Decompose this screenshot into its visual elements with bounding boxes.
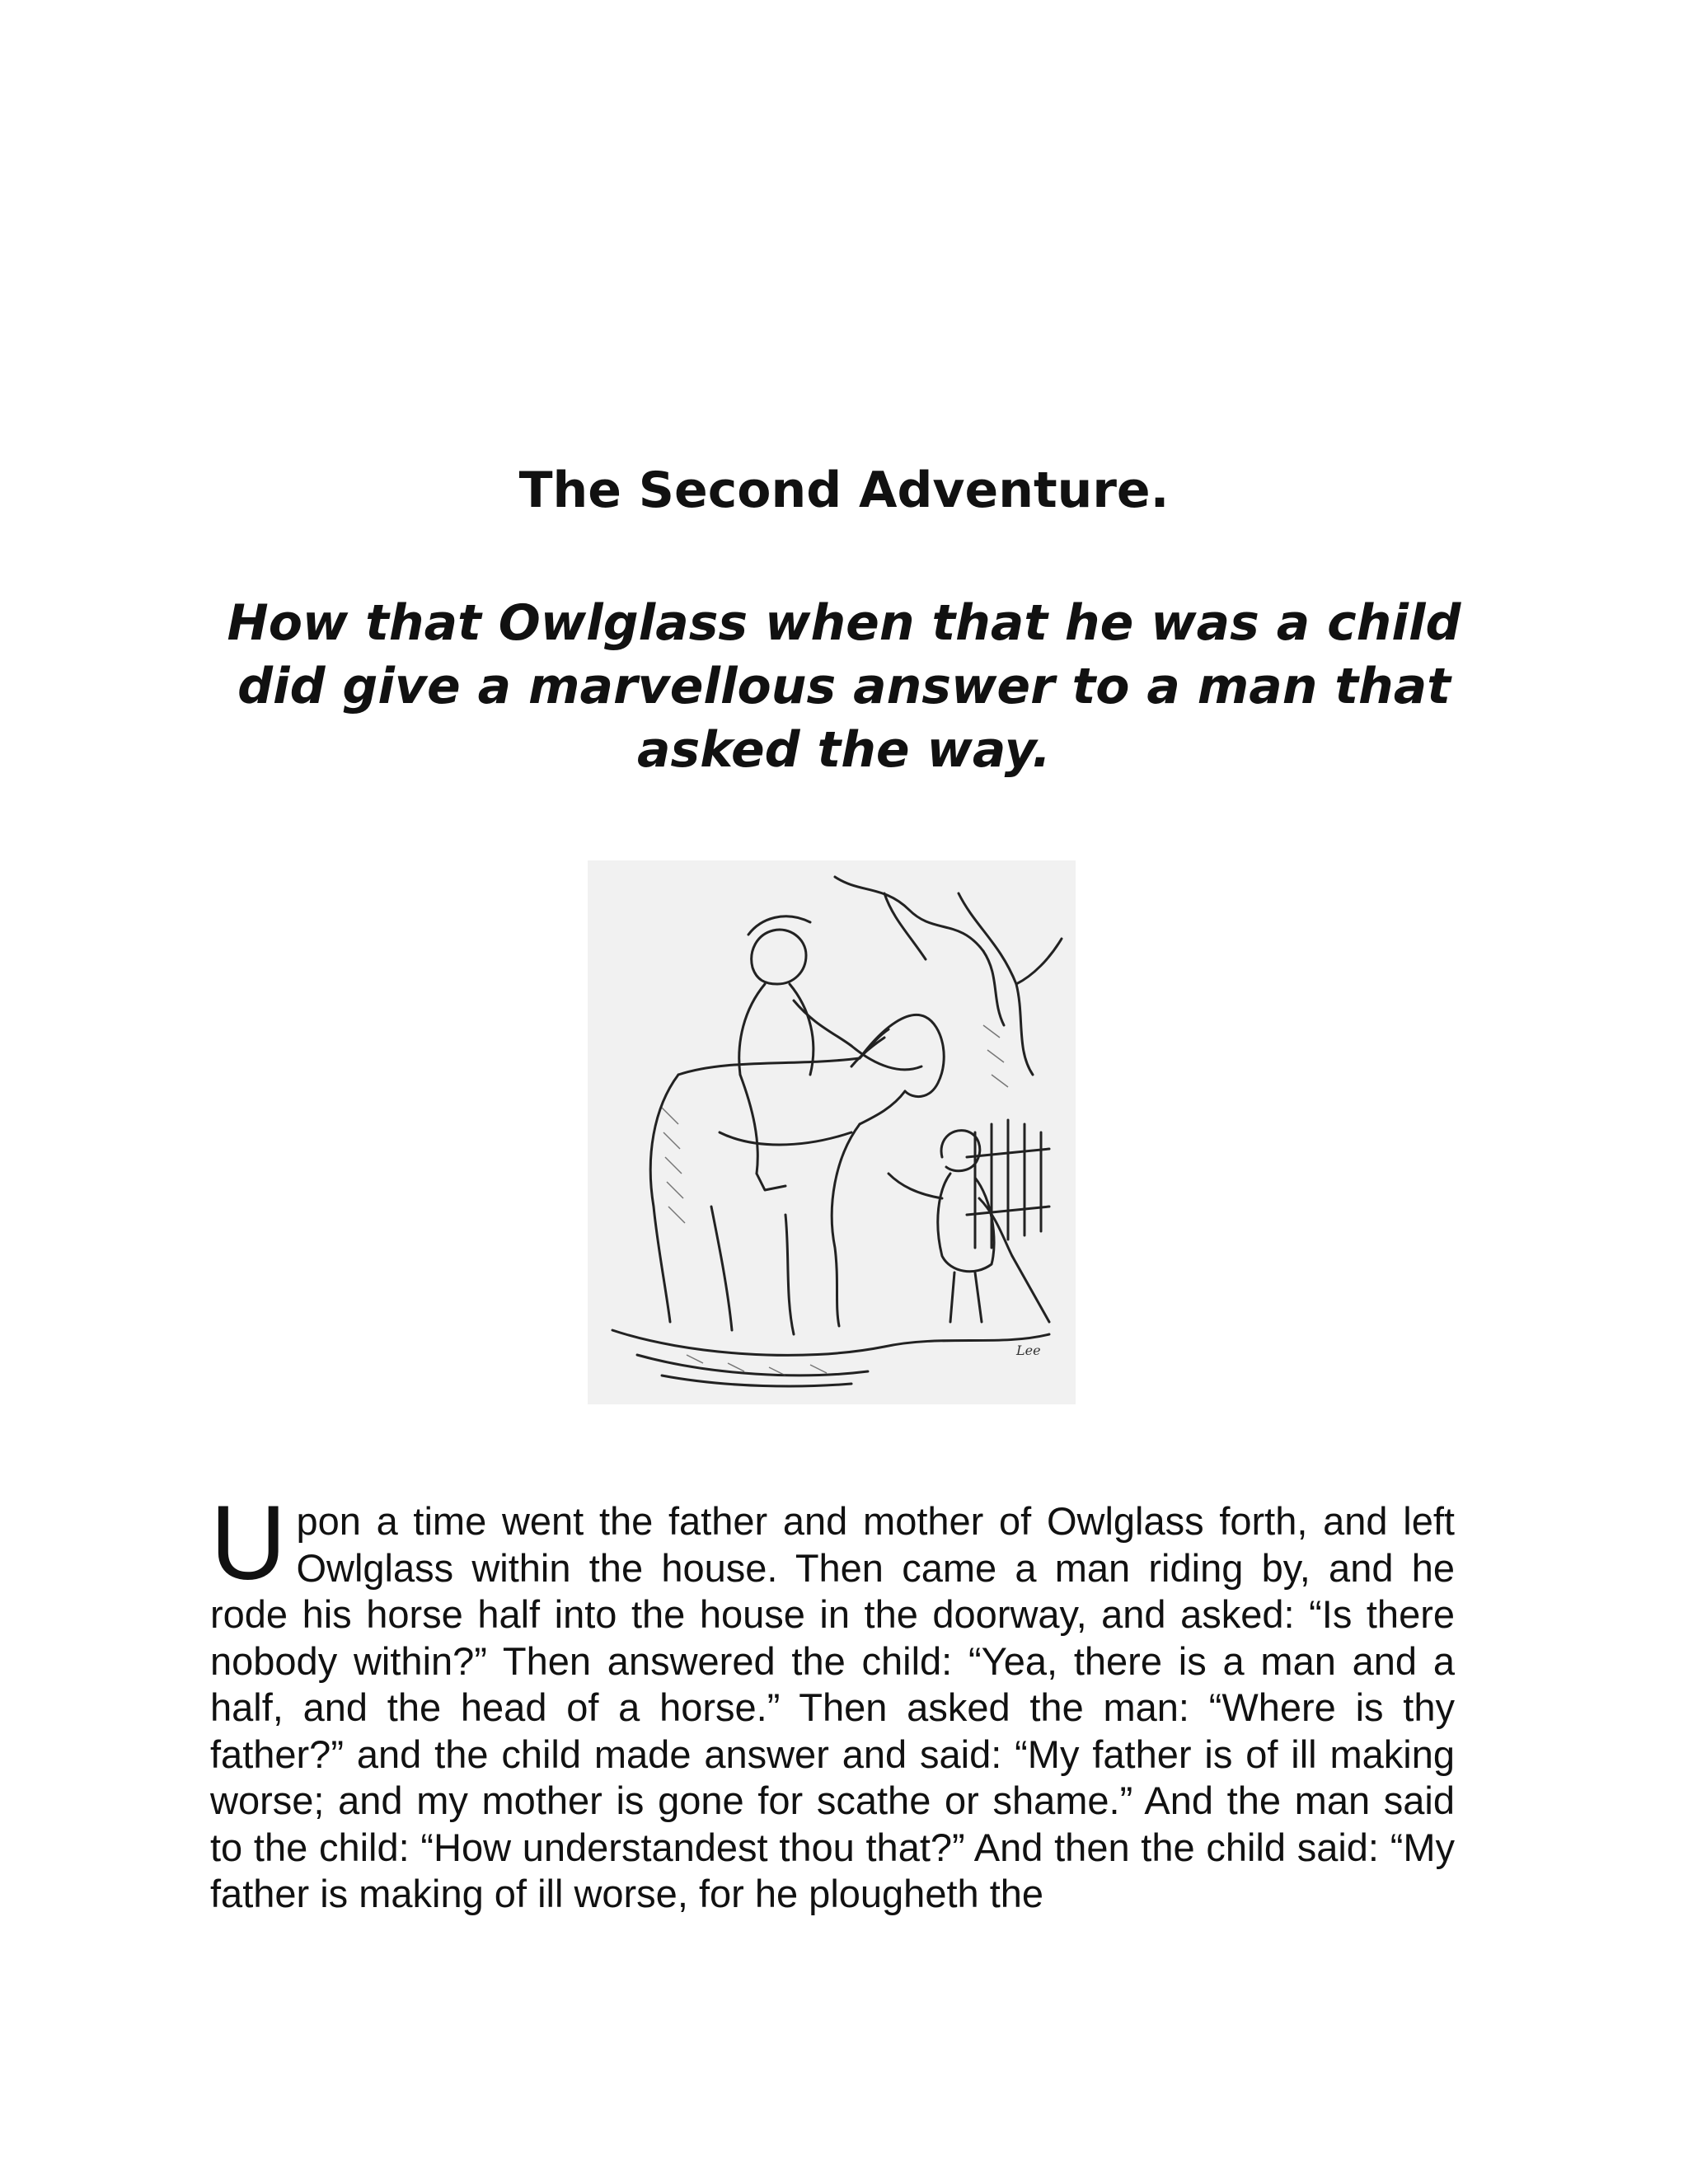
chapter-subtitle: How that Owlglass when that he was a child did give a marvellous answer to a man that asked the way. — [227, 594, 1461, 779]
engraving-drawing — [588, 860, 1076, 1404]
illustration-rider-and-child — [588, 860, 1076, 1404]
drop-cap-letter: U — [210, 1484, 287, 1602]
artist-signature: Lee — [1016, 1343, 1041, 1358]
chapter-title: The Second Adventure. — [518, 462, 1170, 519]
body-paragraph — [210, 1484, 1455, 1918]
body-paragraph-text: pon a time went the father and mother of Owlglass forth, and left Owlglass within the house. Then came a man riding by, and he rode his horse half into the house in the doorway, and asked: “Is there nobody within?” Then answered the child: “Yea, there is a man and a half, and the head of a horse.” Then asked the man: “Where is thy father?” and the child made answer and said: “My father is of ill making worse; and my mother is gone for scathe or shame.” And the man said to the child: “How understandest thou that?” And then the child said: “My father is making of ill worse, for he plougheth the — [210, 1499, 1455, 1915]
